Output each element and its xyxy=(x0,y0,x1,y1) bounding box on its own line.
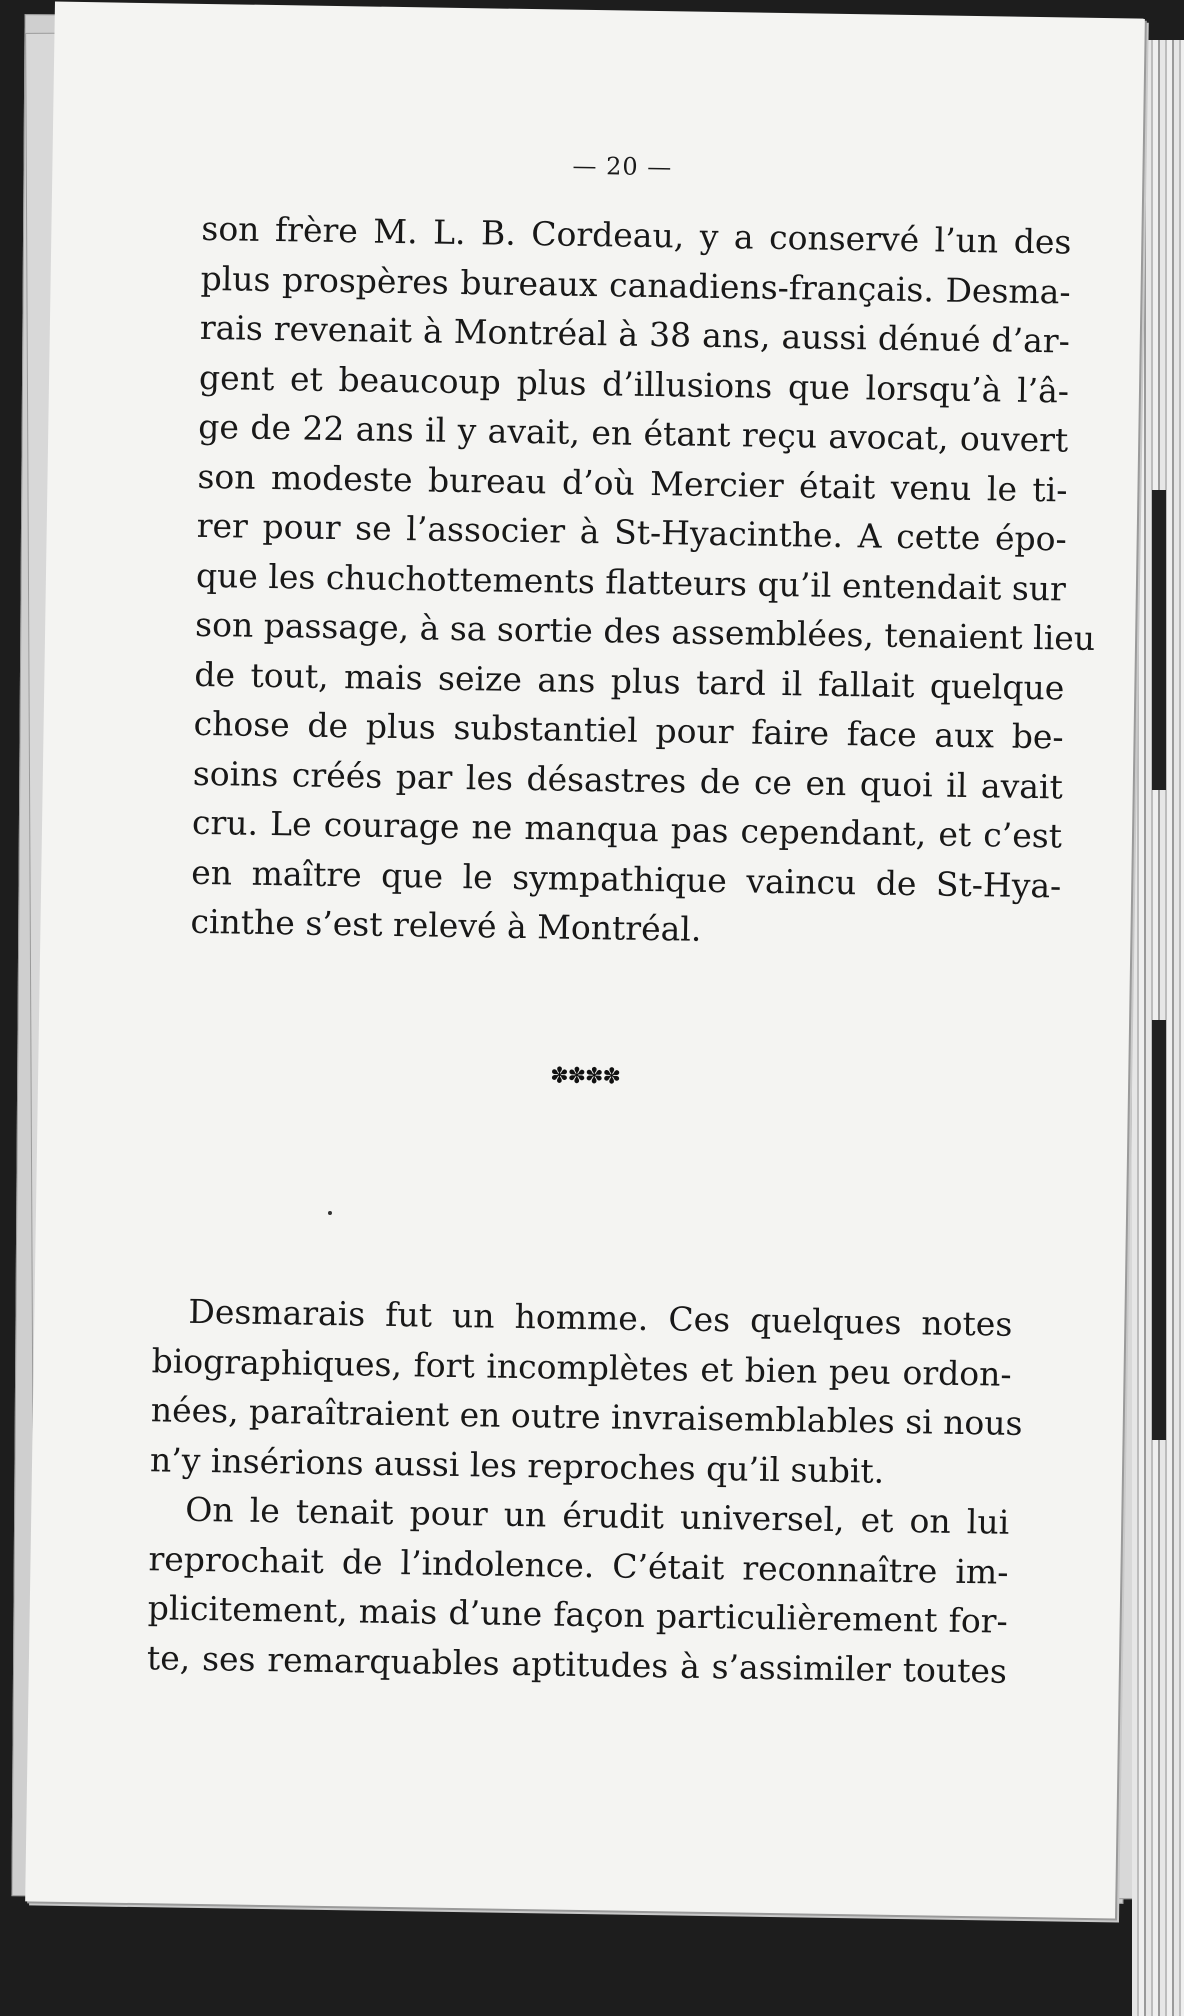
text-line: son passage, à sa sortie des assemblées, tenaient lieu xyxy=(194,604,1096,658)
text-line: On le tenait pour un érudit universel, et on lui xyxy=(185,1489,1010,1542)
text-line: gent et beaucoup plus d’illusions que lorsqu’à l’â- xyxy=(198,357,1070,411)
page-number: — 20 — xyxy=(572,151,673,182)
text-line: rais revenait à Montréal à 38 ans, aussi dénué d’ar- xyxy=(199,307,1071,361)
text-line: plicitement, mais d’une façon particulièrement for- xyxy=(147,1588,1008,1641)
paper-speck xyxy=(328,1211,332,1215)
binding-thread xyxy=(1152,1020,1166,1440)
binding-thread xyxy=(1152,490,1166,790)
text-line: cru. Le courage ne manqua pas cependant, et c’est xyxy=(191,802,1063,856)
book-page xyxy=(25,2,1145,1919)
text-line: te, ses remarquables aptitudes à s’assimiler toutes xyxy=(146,1637,1008,1691)
text-line: de tout, mais seize ans plus tard il fallait quelque xyxy=(194,654,1065,707)
text-line: son modeste bureau d’où Mercier était venu le ti- xyxy=(197,456,1068,510)
text-line: biographiques, fort incomplètes et bien peu ordon- xyxy=(151,1340,1012,1394)
text-line: Desmarais fut un homme. Ces quelques notes xyxy=(188,1291,1013,1344)
text-line: n’y insérions aussi les reproches qu’il subit. xyxy=(149,1439,885,1491)
text-line: chose de plus substantiel pour faire face aux be- xyxy=(193,703,1064,757)
text-line: reprochait de l’indolence. C’était reconnaître im- xyxy=(148,1538,1009,1592)
text-line: que les chuchottements flatteurs qu’il entendait sur xyxy=(195,555,1067,609)
text-line: ge de 22 ans il y avait, en étant reçu avocat, ouvert xyxy=(198,406,1069,460)
text-line: nées, paraîtraient en outre invraisemblables si nous xyxy=(150,1390,1023,1443)
text-line: cinthe s’est relevé à Montréal. xyxy=(190,901,702,949)
section-ornament: ✽✽✽✽ xyxy=(549,1063,621,1090)
text-line: en maître que le sympathique vaincu de St-Hya- xyxy=(191,852,1062,905)
text-line: soins créés par les désastres de ce en quoi il avait xyxy=(192,753,1064,806)
text-line: rer pour se l’associer à St-Hyacinthe. A cette épo- xyxy=(196,505,1067,559)
text-line: son frère M. L. B. Cordeau, y a conservé l’un des xyxy=(201,208,1072,262)
paragraph-top xyxy=(190,204,1096,960)
paragraph-bottom xyxy=(146,1286,1023,1695)
text-line: plus prospères bureaux canadiens-français. Desma- xyxy=(200,258,1071,312)
